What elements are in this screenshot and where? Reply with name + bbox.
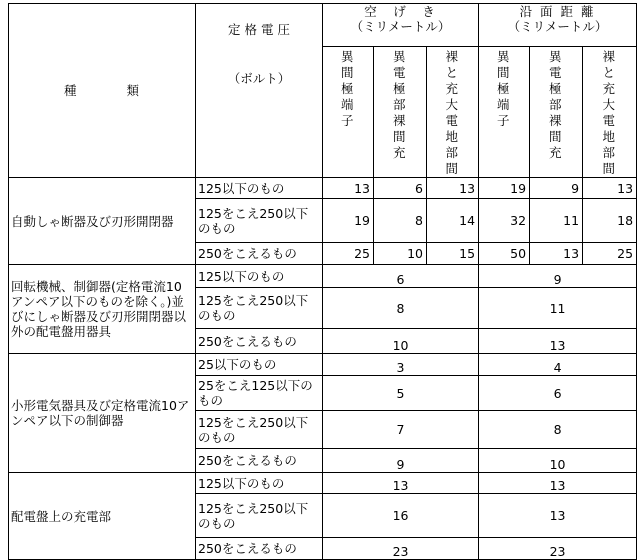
voltage-cell: 125以下のもの: [196, 473, 323, 494]
clearance-value: 13: [323, 473, 479, 494]
value-cell: 13: [530, 243, 583, 265]
creepage-value: 13: [479, 473, 637, 494]
value-cell: 19: [323, 199, 374, 243]
value-cell: 9: [530, 178, 583, 199]
clearance-value: 5: [323, 376, 479, 411]
clearance-value: 23: [323, 538, 479, 560]
sub-header: 異電極部裸間充: [530, 47, 583, 178]
creepage-value: 8: [479, 411, 637, 449]
sub-header: 異間極端子: [479, 47, 530, 178]
sub-header: 異間極端子: [323, 47, 374, 178]
clearance-value: 7: [323, 411, 479, 449]
value-cell: 10: [374, 243, 427, 265]
voltage-cell: 250をこえるもの: [196, 243, 323, 265]
value-cell: 13: [323, 178, 374, 199]
value-cell: 18: [583, 199, 637, 243]
voltage-cell: 250をこえるもの: [196, 329, 323, 354]
value-cell: 14: [427, 199, 479, 243]
voltage-cell: 125をこえ250以下のもの: [196, 494, 323, 538]
voltage-cell: 250をこえるもの: [196, 449, 323, 473]
clearance-value: 9: [323, 449, 479, 473]
creepage-value: 10: [479, 449, 637, 473]
voltage-cell: 125をこえ250以下のもの: [196, 288, 323, 329]
value-cell: 6: [374, 178, 427, 199]
creepage-value: 11: [479, 288, 637, 329]
value-cell: 13: [583, 178, 637, 199]
value-cell: 50: [479, 243, 530, 265]
clearance-value: 3: [323, 354, 479, 376]
value-cell: 8: [374, 199, 427, 243]
voltage-cell: 125以下のもの: [196, 265, 323, 288]
voltage-cell: 125以下のもの: [196, 178, 323, 199]
creepage-value: 23: [479, 538, 637, 560]
value-cell: 11: [530, 199, 583, 243]
voltage-cell: 25以下のもの: [196, 354, 323, 376]
header-clearance: 空 げ き （ミリメートル）: [323, 4, 479, 47]
voltage-cell: 250をこえるもの: [196, 538, 323, 560]
creepage-value: 4: [479, 354, 637, 376]
creepage-value: 13: [479, 494, 637, 538]
group-name: 回転機械、制御器(定格電流10アンペア以下のものを除く。)並びにしゃ断器及び刃形開閉器以外の配電盤用器具: [9, 265, 196, 354]
value-cell: 25: [323, 243, 374, 265]
creepage-value: 6: [479, 376, 637, 411]
clearance-value: 8: [323, 288, 479, 329]
sub-header: 異電極部裸間充: [374, 47, 427, 178]
value-cell: 32: [479, 199, 530, 243]
group-name: 配電盤上の充電部: [9, 473, 196, 560]
spacing-table: [8, 3, 637, 560]
sub-header: 裸と充大電地部間: [583, 47, 637, 178]
header-voltage: 定 格 電 圧 （ボルト）: [196, 4, 323, 178]
group-name: 自動しゃ断器及び刃形開閉器: [9, 178, 196, 265]
value-cell: 13: [427, 178, 479, 199]
group-name: 小形電気器具及び定格電流10アンペア以下の制御器: [9, 354, 196, 473]
value-cell: 25: [583, 243, 637, 265]
clearance-value: 10: [323, 329, 479, 354]
value-cell: 19: [479, 178, 530, 199]
header-kind: 種 類: [9, 4, 196, 178]
creepage-value: 9: [479, 265, 637, 288]
voltage-cell: 25をこえ125以下のもの: [196, 376, 323, 411]
voltage-cell: 125をこえ250以下のもの: [196, 199, 323, 243]
voltage-cell: 125をこえ250以下のもの: [196, 411, 323, 449]
clearance-value: 16: [323, 494, 479, 538]
header-creepage: 沿 面 距 離 （ミリメートル）: [479, 4, 637, 47]
creepage-value: 13: [479, 329, 637, 354]
value-cell: 15: [427, 243, 479, 265]
sub-header: 裸と充大電地部間: [427, 47, 479, 178]
clearance-value: 6: [323, 265, 479, 288]
